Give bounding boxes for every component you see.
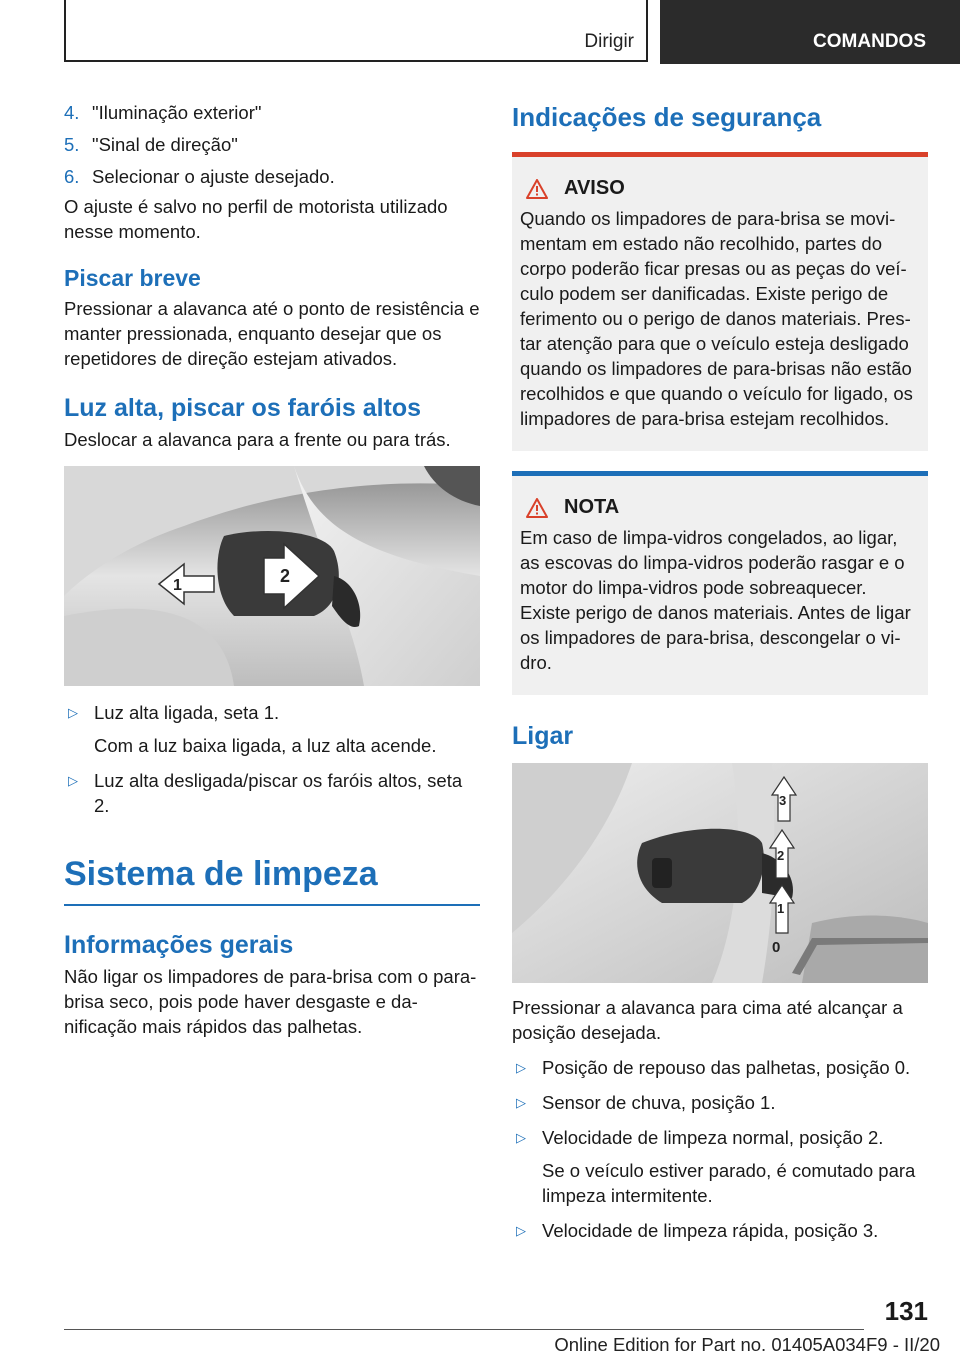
step-list: [64, 100, 480, 189]
general-info-heading: Informações gerais: [64, 931, 294, 959]
footer-edition: Online Edition for Part no. 01405A034F9 - II/20: [554, 1334, 940, 1355]
saved-note: O ajuste é salvo no perfil de motorista utilizado nesse momento.: [64, 196, 448, 242]
warning-box: [512, 152, 928, 451]
bullet-text: Velocidade de limpeza rápida, posição 3.: [542, 1220, 879, 1241]
triangle-right-icon: ▷: [68, 773, 78, 788]
position-label-0: 0: [772, 939, 781, 956]
list-item: [64, 132, 480, 157]
bullet-text: Luz alta ligada, seta 1.: [94, 702, 280, 723]
page-number: 131: [884, 1296, 928, 1326]
position-label-2: 2: [777, 848, 785, 863]
general-info-text: Não ligar os limpadores de para-brisa com o para-brisa seco, pois pode haver desgaste e danificação mais rápidos das palhetas.: [64, 966, 477, 1037]
triangle-right-icon: ▷: [68, 705, 78, 720]
list-item: [64, 700, 480, 725]
bullet-text: Luz alta desligada/piscar os faróis altos, seta 2.: [94, 770, 463, 816]
list-item: [64, 164, 480, 189]
lever-figure-forward-back: [64, 466, 480, 686]
bullet-text: Sensor de chuva, posição 1.: [542, 1092, 776, 1113]
step-number: 4.: [64, 102, 80, 123]
high-beam-heading: Luz alta, piscar os faróis altos: [64, 394, 422, 422]
warning-title: AVISO: [564, 177, 625, 199]
list-item: [512, 1125, 928, 1150]
triangle-right-icon: ▷: [516, 1060, 526, 1075]
switch-on-text: Pressionar a alavanca para cima até alcançar a posição desejada.: [512, 997, 903, 1043]
bullet-text: Velocidade de limpeza normal, posição 2.: [542, 1127, 884, 1148]
list-item: [512, 1218, 928, 1243]
safety-heading: Indicações de segurança: [512, 102, 822, 132]
bullet-text: Posição de repouso das palhetas, posição 0.: [542, 1057, 911, 1078]
switch-on-heading: Ligar: [512, 722, 574, 750]
left-column: [64, 100, 480, 1039]
note-text: Em caso de limpa-vidros congelados, ao ligar, as escovas do limpa-vidros poderão rasgar e o motor do limpa-vidros pode sobreaquecer. Existe perigo de danos materiais. Antes de ligar os limpadores de para-brisa, descongelar o vidro.: [520, 527, 911, 673]
high-beam-text: Deslocar a alavanca para a frente ou para trás.: [64, 429, 451, 450]
step-number: 5.: [64, 134, 80, 155]
cleaning-system-heading: Sistema de limpeza: [64, 854, 480, 906]
flash-text: Pressionar a alavanca até o ponto de resistência e manter pressionada, enquanto desejar que os repetidores de direção estejam ativados.: [64, 298, 480, 369]
bullet-subtext: Se o veículo estiver parado, é comutado para limpeza intermitente.: [542, 1160, 916, 1206]
note-header: [520, 496, 920, 519]
list-item: [512, 1090, 928, 1115]
note-box: [512, 471, 928, 695]
note-title: NOTA: [564, 496, 620, 518]
list-item: [64, 768, 480, 818]
arrow-label-1: 1: [173, 577, 182, 594]
list-item: [512, 1055, 928, 1080]
step-number: 6.: [64, 166, 80, 187]
arrow-label-2: 2: [280, 566, 291, 586]
header-section-title: Dirigir: [584, 31, 634, 52]
triangle-right-icon: ▷: [516, 1130, 526, 1145]
lever-illustration: [64, 466, 480, 686]
position-label-3: 3: [779, 793, 787, 808]
list-item: [64, 100, 480, 125]
flash-heading: Piscar breve: [64, 265, 201, 291]
lever-figure-positions: [512, 763, 928, 983]
triangle-right-icon: ▷: [516, 1095, 526, 1110]
right-column: [512, 100, 928, 1243]
header-chapter-tab: COMANDOS: [660, 0, 960, 64]
bullet-subtext: Com a luz baixa ligada, a luz alta acende.: [94, 735, 437, 756]
triangle-right-icon: ▷: [516, 1223, 526, 1238]
wiper-lever-illustration: [512, 763, 928, 983]
warning-triangle-icon: [526, 498, 548, 518]
warning-header: [520, 177, 920, 200]
step-text: Selecionar o ajuste desejado.: [92, 166, 335, 187]
warning-triangle-icon: [526, 179, 548, 199]
step-text: "Sinal de direção": [92, 134, 238, 155]
position-label-1: 1: [777, 901, 785, 916]
warning-text: Quando os limpadores de para-brisa se movimentam em estado não recolhido, partes do corpo poderão ficar presas ou as peças do veículo podem ser danificadas. Existe perigo de ferimento ou o perigo de danos materiais. Prestar atenção para que o veículo esteja desligado quando os limpadores de para-brisas não estão recolhidos e que quando o veículo for ligado, os limpadores de para-brisa estejam recolhidos.: [520, 208, 913, 429]
step-text: "Iluminação exterior": [92, 102, 262, 123]
